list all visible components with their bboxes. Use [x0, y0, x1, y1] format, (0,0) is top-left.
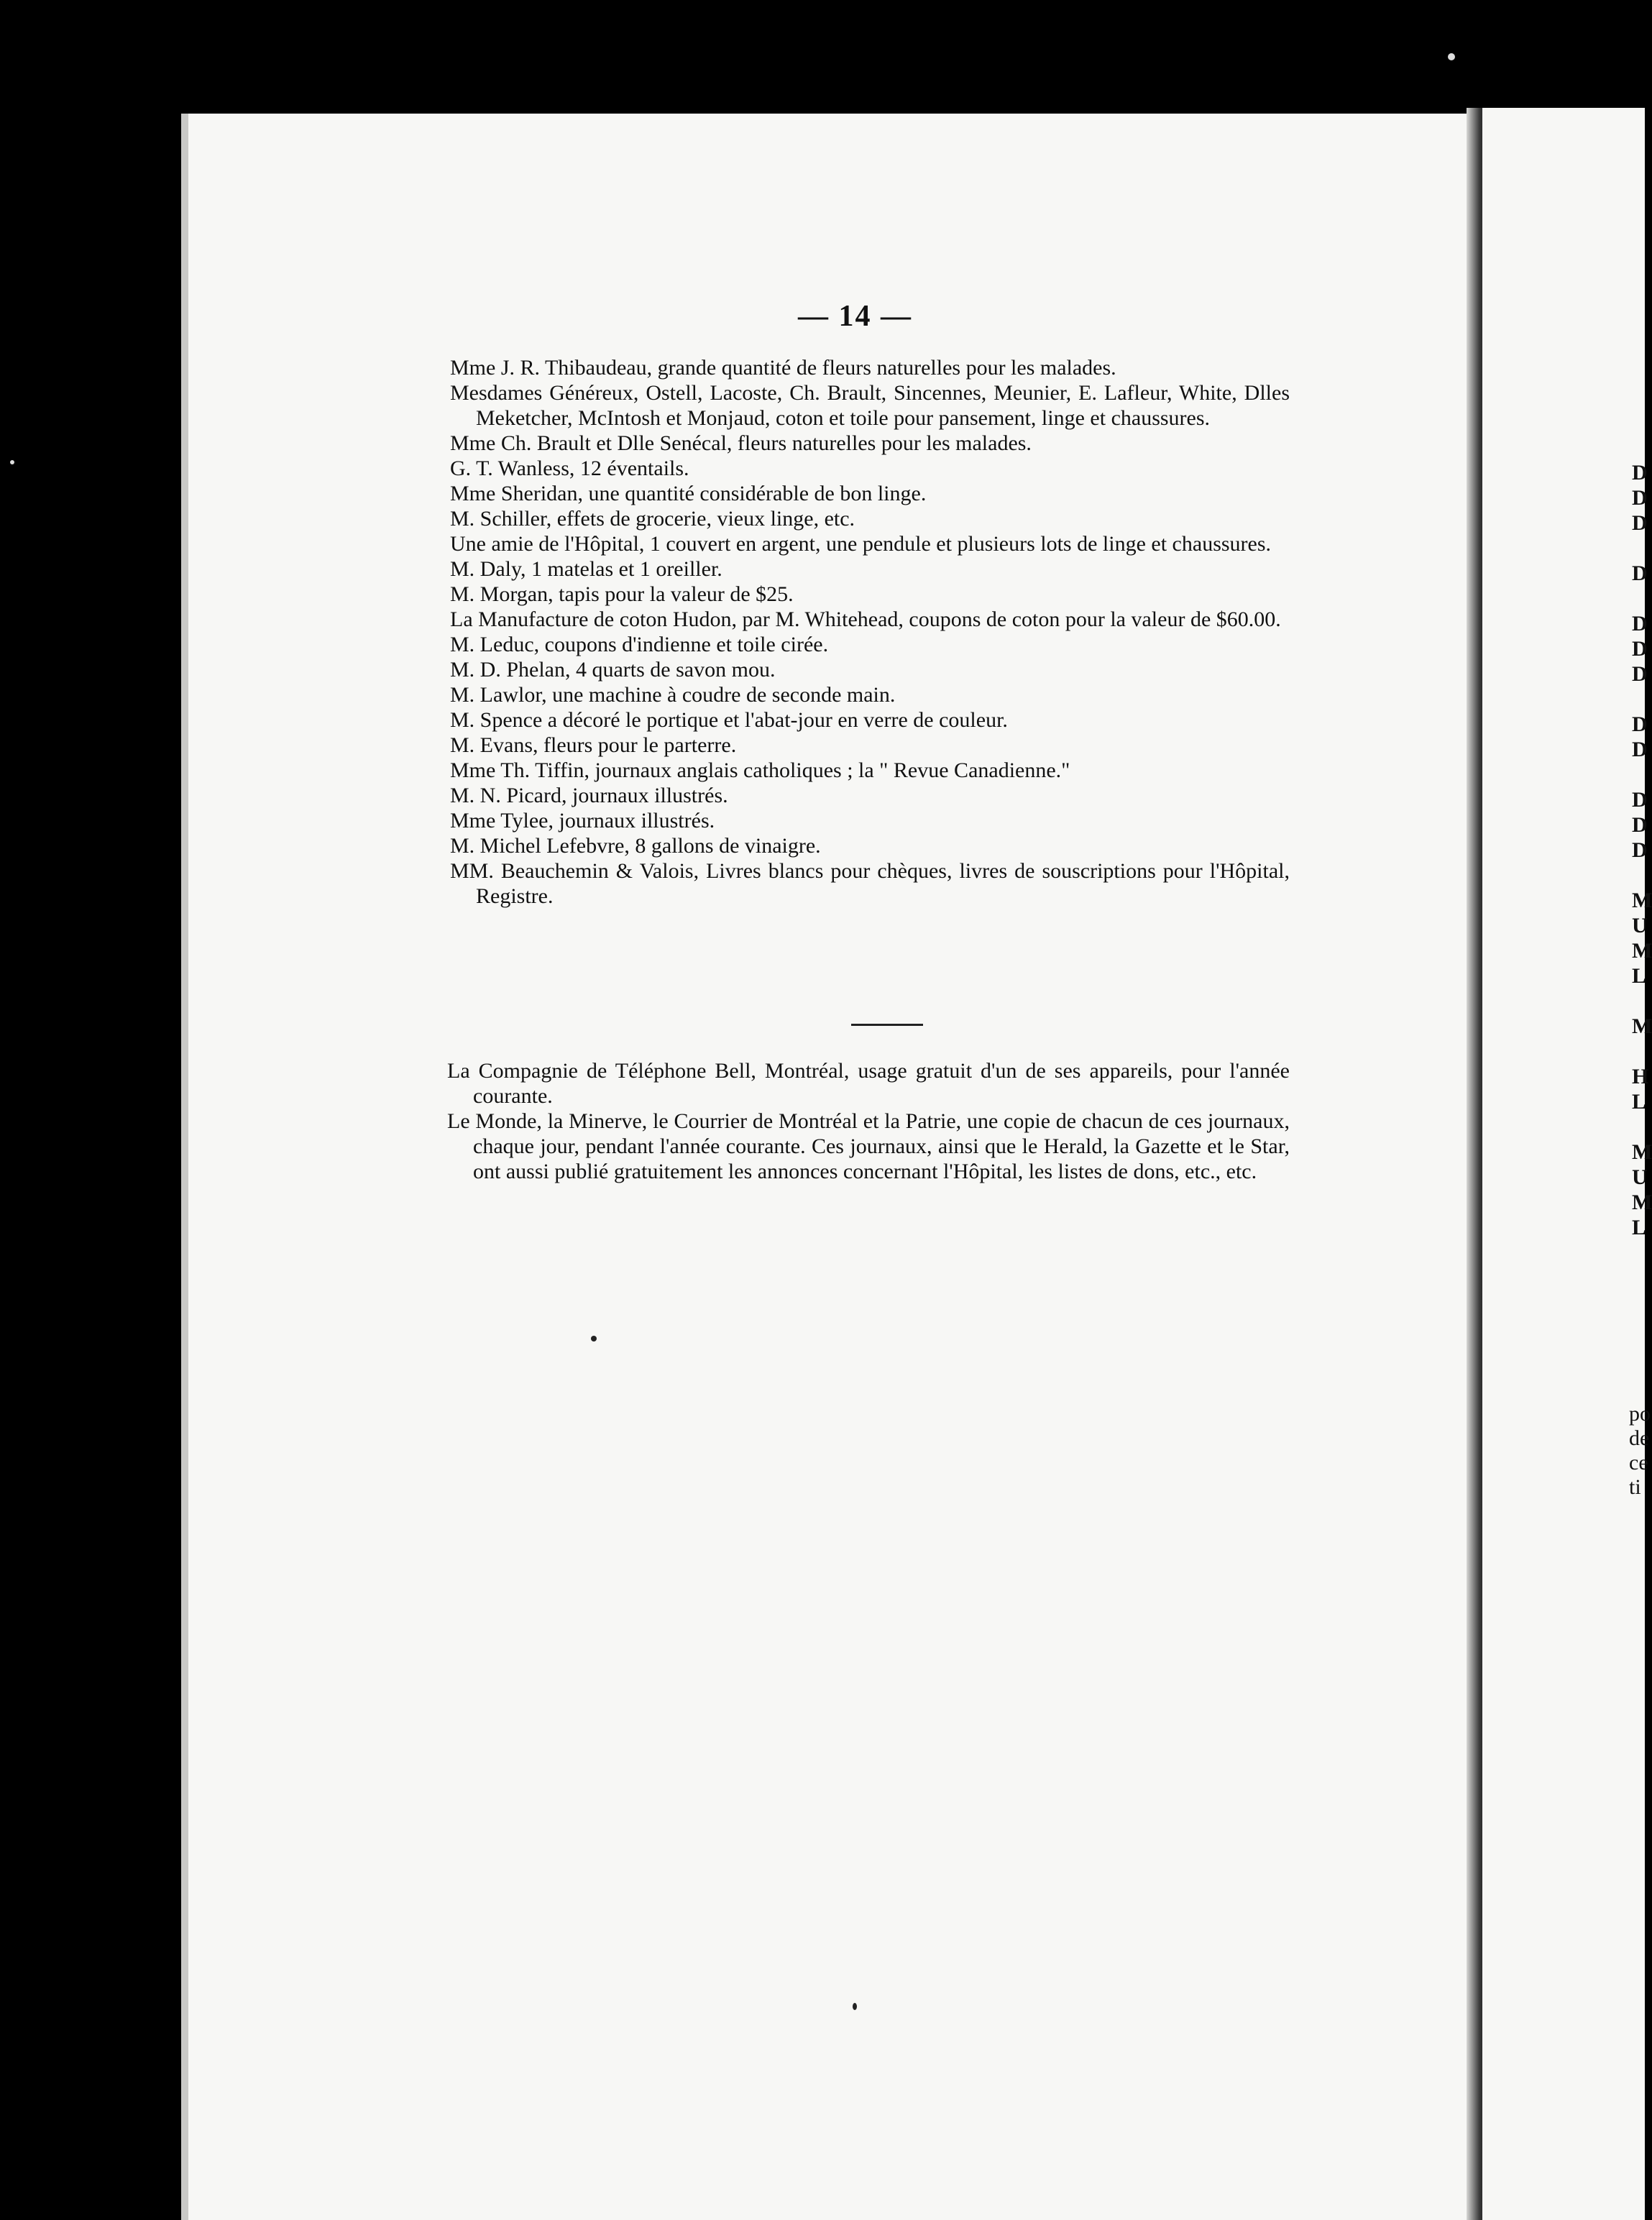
fragment-letter: D: [1632, 511, 1648, 535]
services-list: [447, 1058, 1290, 1184]
list-item: M. Leduc, coupons d'indienne et toile cirée.: [450, 633, 829, 656]
fragment-letter: D: [1632, 461, 1648, 485]
fragment-letter: D: [1632, 712, 1648, 736]
fragment-letter: [1632, 762, 1652, 787]
fragment-letter: L: [1632, 1216, 1647, 1239]
list-item: M. Morgan, tapis pour la valeur de $25.: [450, 582, 794, 606]
fragment-letter: D: [1632, 486, 1648, 510]
fragment-text: de: [1629, 1426, 1650, 1450]
fragment-letter: U: [1632, 1165, 1648, 1189]
list-item: M. Michel Lefebvre, 8 gallons de vinaigre.: [450, 834, 821, 858]
fragment-letter: [1632, 536, 1652, 561]
fragment-letter: D: [1632, 838, 1648, 862]
section-divider: [851, 1024, 923, 1026]
list-item: Une amie de l'Hôpital, 1 couvert en argent, une pendule et plusieurs lots de linge et chaussures.: [450, 532, 1272, 556]
list-item: M. D. Phelan, 4 quarts de savon mou.: [450, 658, 776, 682]
fragment-letter: [1632, 1039, 1652, 1064]
fragment-letter: [1632, 863, 1652, 888]
fragment-letter: [1632, 687, 1652, 712]
right-page: [1482, 108, 1645, 2220]
scan-speck: [10, 460, 14, 464]
fragment-letter: M: [1632, 1140, 1652, 1164]
fragment-text: po: [1629, 1402, 1651, 1426]
list-item: Mme Th. Tiffin, journaux anglais catholiques ; la " Revue Canadienne.": [450, 758, 1070, 782]
fragment-letter: D: [1632, 561, 1648, 585]
fragment-letter: [1632, 989, 1652, 1014]
ink-speck: [853, 2003, 857, 2010]
fragment-letter: M: [1632, 1014, 1652, 1038]
fragment-letter: D: [1632, 738, 1648, 761]
list-item: M. N. Picard, journaux illustrés.: [450, 784, 728, 807]
fragment-letter: D: [1632, 637, 1648, 661]
list-item: M. Schiller, effets de grocerie, vieux linge, etc.: [450, 507, 855, 531]
list-item: Mme J. R. Thibaudeau, grande quantité de fleurs naturelles pour les malades.: [450, 356, 1116, 380]
list-item: Mesdames Généreux, Ostell, Lacoste, Ch. Brault, Sincennes, Meunier, E. Lafleur, White, Dlles Meketcher, McIntosh et Monjaud, coton et toile pour pansement, linge et chaussures.: [450, 381, 1290, 430]
fragment-letter: D: [1632, 813, 1648, 837]
list-item: M. Spence a décoré le portique et l'abat-jour en verre de couleur.: [450, 708, 1008, 732]
list-item: Mme Ch. Brault et Dlle Senécal, fleurs naturelles pour les malades.: [450, 431, 1032, 455]
ink-speck: [591, 1336, 597, 1341]
donations-list: [450, 355, 1290, 909]
fragment-text: ce: [1629, 1451, 1648, 1474]
list-item: M. Lawlor, une machine à coudre de seconde main.: [450, 683, 896, 707]
right-page-fragments: [1632, 460, 1652, 1240]
fragment-letter: L: [1632, 964, 1647, 988]
scan-speck: [1448, 53, 1455, 60]
fragment-letter: L: [1632, 1090, 1647, 1114]
list-item: La Manufacture de coton Hudon, par M. Whitehead, coupons de coton pour la valeur de $60.00.: [450, 607, 1281, 631]
fragment-text: ti: [1629, 1475, 1641, 1499]
list-item: Le Monde, la Minerve, le Courrier de Montréal et la Patrie, une copie de chacun de ces journaux, chaque jour, pendant l'année courante. Ces journaux, ainsi que le Herald, la Gazette et le Star, ont aussi publié gratuitement les annonces concernant l'Hôpital, les listes de dons, etc., etc.: [447, 1109, 1290, 1183]
fragment-letter: D: [1632, 788, 1648, 812]
fragment-letter: M: [1632, 1191, 1652, 1214]
fragment-letter: H: [1632, 1065, 1649, 1088]
fragment-letter: M: [1632, 939, 1652, 963]
right-page-tail: [1629, 1402, 1651, 1500]
fragment-letter: U: [1632, 914, 1648, 937]
page-number: — 14 —: [798, 300, 912, 333]
fragment-letter: M: [1632, 889, 1652, 912]
list-item: MM. Beauchemin & Valois, Livres blancs pour chèques, livres de souscriptions pour l'Hôpital, Registre.: [450, 859, 1290, 908]
list-item: G. T. Wanless, 12 éventails.: [450, 457, 689, 480]
list-item: M. Evans, fleurs pour le parterre.: [450, 733, 737, 757]
list-item: La Compagnie de Téléphone Bell, Montréal, usage gratuit d'un de ses appareils, pour l'année courante.: [447, 1059, 1290, 1108]
fragment-letter: [1632, 586, 1652, 611]
list-item: M. Daly, 1 matelas et 1 oreiller.: [450, 557, 722, 581]
page-edge: [181, 114, 188, 2220]
fragment-letter: [1632, 1114, 1652, 1139]
list-item: Mme Sheridan, une quantité considérable de bon linge.: [450, 482, 927, 505]
fragment-letter: D: [1632, 662, 1648, 686]
list-item: Mme Tylee, journaux illustrés.: [450, 809, 715, 832]
fragment-letter: D: [1632, 612, 1648, 636]
